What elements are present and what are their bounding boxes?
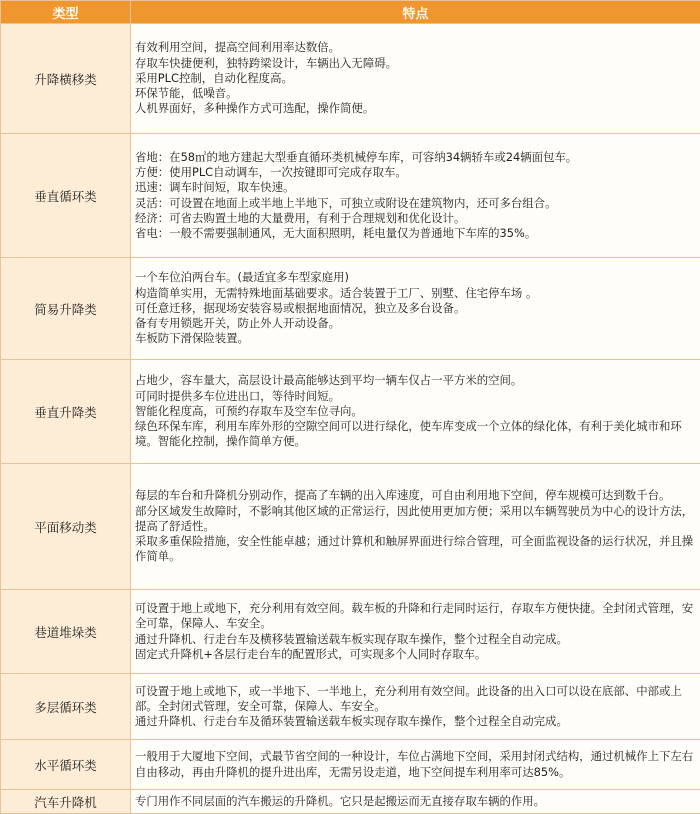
row-type-label: 巷道堆垛类 bbox=[1, 590, 131, 674]
table-row bbox=[1, 790, 700, 814]
feature-line: 构造简单实用，无需特殊地面基础要求。适合装置于工厂、别墅、住宅停车场 。 bbox=[135, 286, 696, 301]
row-features bbox=[131, 674, 700, 740]
table-row bbox=[1, 464, 700, 590]
row-features bbox=[131, 24, 700, 134]
row-features bbox=[131, 258, 700, 360]
table-header-row bbox=[1, 1, 700, 24]
row-features bbox=[131, 464, 700, 590]
feature-line: 采用PLC控制，自动化程度高。 bbox=[135, 71, 696, 86]
header-type: 类型 bbox=[1, 1, 131, 24]
row-type-label: 简易升降类 bbox=[1, 258, 131, 360]
header-features: 特点 bbox=[131, 1, 700, 24]
row-features bbox=[131, 360, 700, 464]
row-type-label: 水平循环类 bbox=[1, 740, 131, 790]
table-row bbox=[1, 740, 700, 790]
feature-line: 每层的车台和升降机分别动作，提高了车辆的出入库速度，可自由利用地下空间，停车规模可达到数千台。 bbox=[135, 488, 696, 503]
feature-line: 省电：一般不需要强制通风，无大面积照明，耗电量仅为普通地下车库的35%。 bbox=[135, 226, 696, 241]
row-type-label: 平面移动类 bbox=[1, 464, 131, 590]
feature-line: 部分区域发生故障时，不影响其他区域的正常运行，因此使用更加方便；采用以车辆驾驶员为中心的设计方法，提高了舒适性。 bbox=[135, 504, 696, 535]
feature-line: 有效利用空间，提高空间利用率达数倍。 bbox=[135, 40, 696, 55]
feature-line: 可任意迁移，据现场安装容易或根据地面情况，独立及多台设备。 bbox=[135, 301, 696, 316]
feature-line: 车板防下滑保险装置。 bbox=[135, 331, 696, 346]
feature-line: 人机界面好，多种操作方式可选配，操作简便。 bbox=[135, 101, 696, 116]
feature-line: 采取多重保险措施，安全性能卓越；通过计算机和触屏界面进行综合管理，可全面监视设备的运行状况，并且操作简单。 bbox=[135, 534, 696, 565]
row-type-label: 多层循环类 bbox=[1, 674, 131, 740]
table-row bbox=[1, 674, 700, 740]
row-features bbox=[131, 790, 700, 814]
feature-line: 占地少，容车量大，高层设计最高能够达到平均一辆车仅占一平方米的空间。 bbox=[135, 373, 696, 388]
feature-line: 智能化程度高，可预约存取车及空车位寻向。 bbox=[135, 404, 696, 419]
feature-line: 可同时提供多车位进出口，等待时间短。 bbox=[135, 389, 696, 404]
feature-line: 迅速：调车时间短，取车快速。 bbox=[135, 180, 696, 195]
row-type-label: 垂直循环类 bbox=[1, 134, 131, 258]
feature-line: 绿色环保车库，利用车库外形的空隙空间可以进行绿化，使车库变成一个立体的绿化体，有利于美化城市和环境。智能化控制，操作简单方便。 bbox=[135, 419, 696, 450]
feature-line: 方便：使用PLC自动调车，一次按键即可完成存取车。 bbox=[135, 165, 696, 180]
feature-line: 通过升降机、行走台车及横移装置输送载车板实现存取车操作，整个过程全自动完成。 bbox=[135, 632, 696, 647]
row-features bbox=[131, 590, 700, 674]
feature-line: 通过升降机、行走台车及循环装置输送载车板实现存取车操作，整个过程全自动完成。 bbox=[135, 714, 696, 729]
feature-line: 一般用于大厦地下空间，式最节省空间的一种设计，车位占满地下空间，采用封闭式结构，通过机械作上下左右自由移动，再由升降机的提升进出库，无需另设走道，地下空间提车利用率可达85%。 bbox=[135, 749, 696, 780]
row-features bbox=[131, 740, 700, 790]
feature-line: 专门用作不同层面的汽车搬运的升降机。它只是起搬运而无直接存取车辆的作用。 bbox=[135, 794, 696, 809]
feature-line: 经济：可省去购置土地的大量费用，有利于合理规划和优化设计。 bbox=[135, 211, 696, 226]
table-row bbox=[1, 24, 700, 134]
row-features bbox=[131, 134, 700, 258]
row-type-label: 升降横移类 bbox=[1, 24, 131, 134]
feature-line: 一个车位泊两台车。(最适宜多车型家庭用) bbox=[135, 270, 696, 285]
feature-line: 固定式升降机+各层行走台车的配置形式，可实现多个人同时存取车。 bbox=[135, 647, 696, 662]
feature-line: 可设置于地上或地下，或一半地下、一半地上，充分利用有效空间。此设备的出入口可以设在底部、中部或上部。全封闭式管理，安全可靠，保障人、车安全。 bbox=[135, 684, 696, 715]
feature-line: 环保节能，低噪音。 bbox=[135, 86, 696, 101]
row-type-label: 汽车升降机 bbox=[1, 790, 131, 814]
table-row bbox=[1, 360, 700, 464]
feature-line: 灵活：可设置在地面上或半地上半地下，可独立或附设在建筑物内，还可多台组合。 bbox=[135, 196, 696, 211]
table-row bbox=[1, 134, 700, 258]
feature-line: 存取车快捷便利，独特跨梁设计，车辆出入无障碍。 bbox=[135, 56, 696, 71]
feature-line: 可设置于地上或地下，充分利用有效空间。载车板的升降和行走同时运行，存取车方便快捷。全封闭式管理，安全可靠，保障人、车安全。 bbox=[135, 601, 696, 632]
feature-line: 备有专用锁匙开关，防止外人开动设备。 bbox=[135, 316, 696, 331]
table-row bbox=[1, 258, 700, 360]
feature-line: 省地：在58㎡的地方建起大型垂直循环类机械停车库，可容纳34辆轿车或24辆面包车。 bbox=[135, 150, 696, 165]
row-type-label: 垂直升降类 bbox=[1, 360, 131, 464]
table-row bbox=[1, 590, 700, 674]
